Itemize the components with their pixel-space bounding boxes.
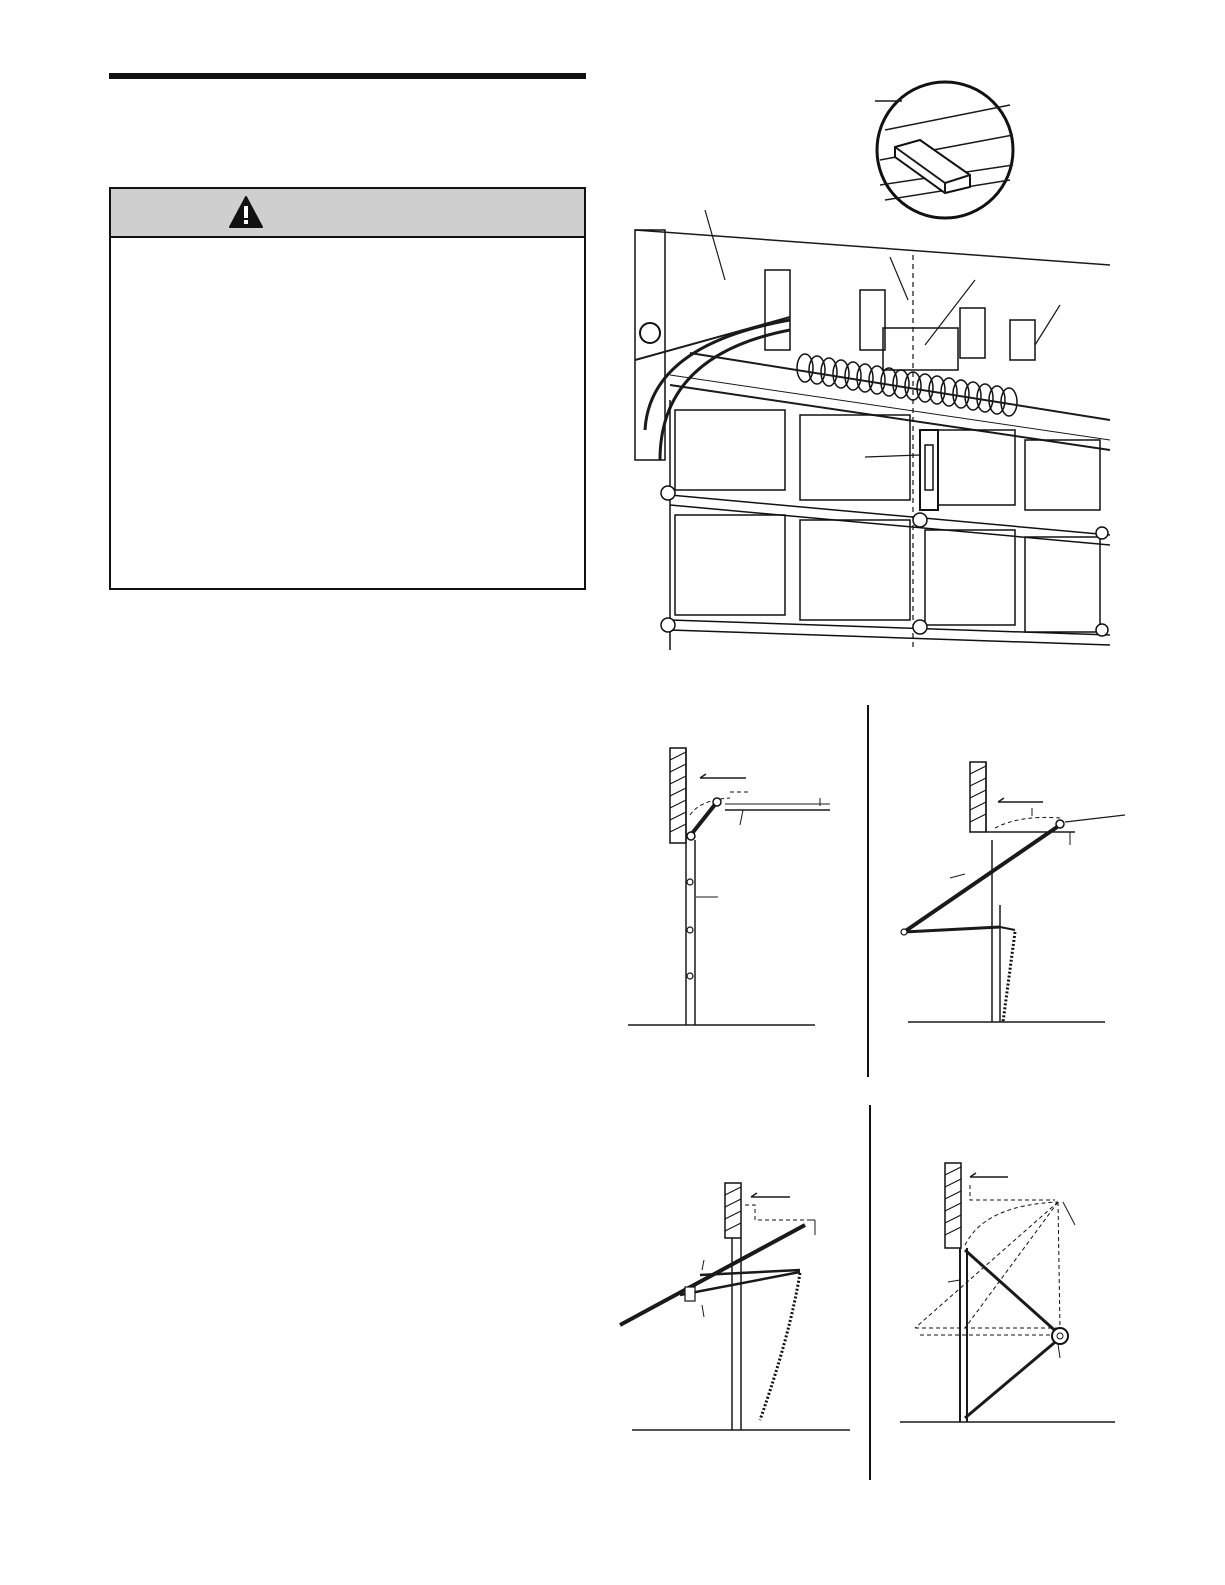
header-block-inset-icon bbox=[875, 82, 1013, 218]
warning-header bbox=[111, 189, 584, 238]
jamb-hardware-door-diagram bbox=[900, 1160, 1120, 1435]
warning-triangle-icon bbox=[228, 195, 264, 229]
sectional-door-diagram bbox=[620, 740, 830, 1030]
warning-body bbox=[111, 238, 584, 270]
one-piece-door-without-track-diagram bbox=[610, 1175, 855, 1440]
diagram-divider-bottom bbox=[868, 1105, 872, 1480]
warning-box bbox=[109, 187, 586, 590]
garage-door-header-illustration bbox=[630, 75, 1110, 650]
top-rule bbox=[109, 73, 586, 79]
one-piece-door-with-track-diagram bbox=[900, 760, 1125, 1030]
diagram-divider-top bbox=[866, 705, 870, 1077]
